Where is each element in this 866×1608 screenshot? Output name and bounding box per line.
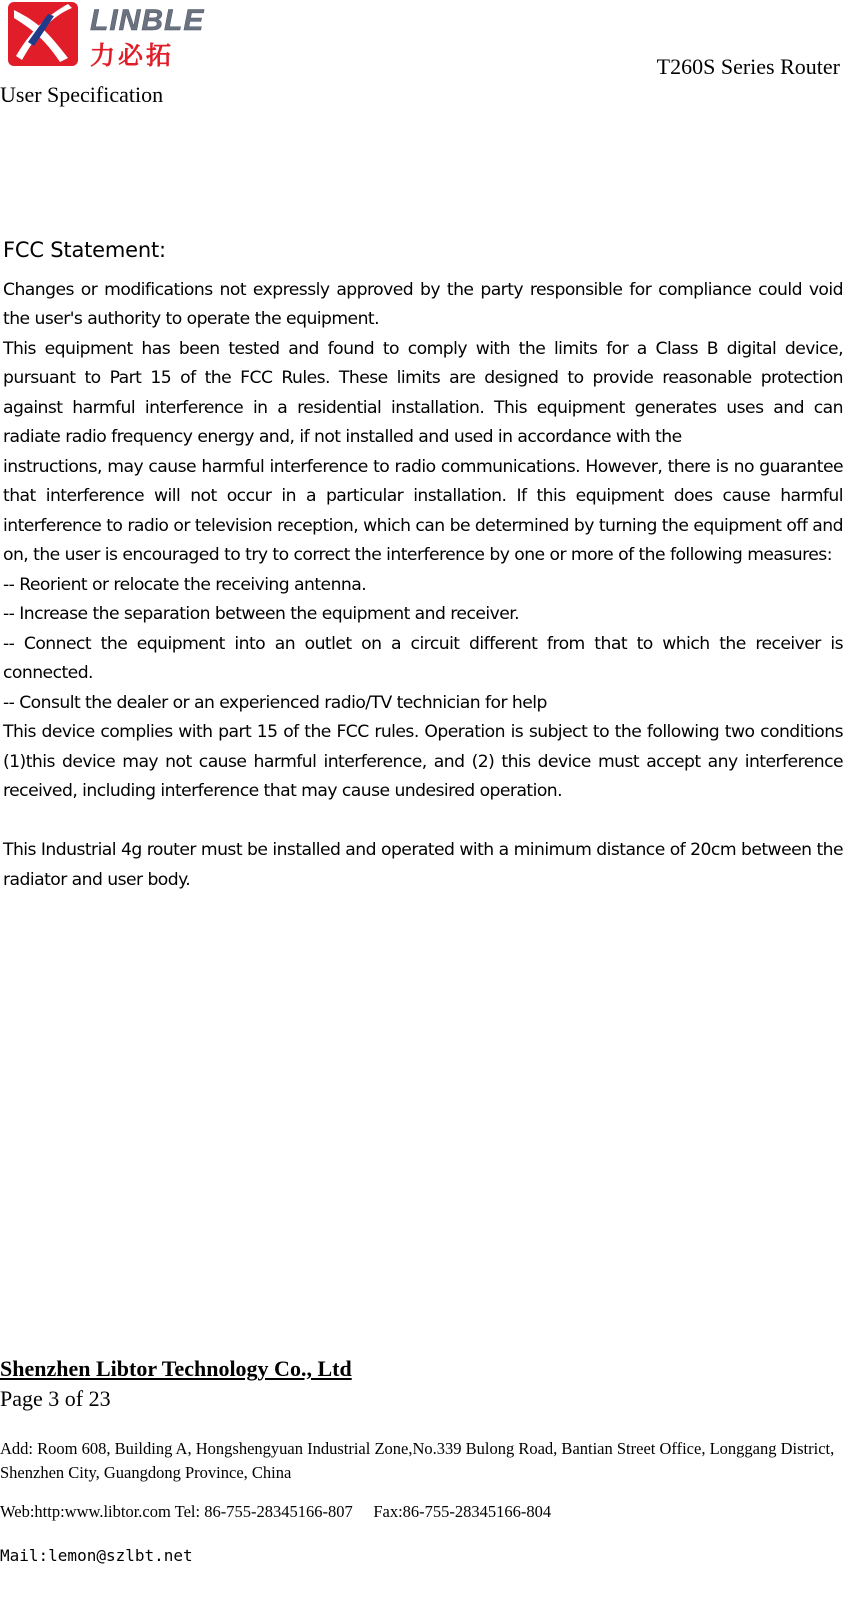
measure-increase: -- Increase the separation between the equipment and receiver.	[3, 604, 520, 624]
measure-reorient: -- Reorient or relocate the receiving antenna.	[3, 574, 367, 595]
logo-brand-text: LINBLE	[90, 4, 205, 37]
logo-mark-icon	[8, 2, 78, 66]
paragraph-instructions: instructions, may cause harmful interference to radio communications. However, there is no guarantee that interference will not occur in a particular installation. If this equipment does cause harmful interference to radio or television reception, which can be determined by turning the equipment off and on, the user is encouraged to try to correct the interference by one or more of the following measures:	[3, 456, 843, 565]
spacer	[3, 807, 843, 837]
document-type: User Specification	[0, 82, 164, 107]
paragraph-changes: Changes or modifications not expressly approved by the party responsible for compliance could void the user's authority to operate the equipment.	[3, 279, 843, 329]
measure-consult: -- Consult the dealer or an experienced radio/TV technician for help	[3, 692, 547, 713]
logo-chinese-text: 力必拓	[90, 41, 175, 70]
contact-web-tel-fax: Web:http:www.libtor.com Tel: 86-755-28345166-807 Fax:86-755-28345166-804	[0, 1502, 552, 1521]
product-title: T260S Series Router	[656, 54, 840, 79]
company-logo	[8, 0, 218, 70]
page-number: Page 3 of 23	[0, 1386, 111, 1411]
paragraph-part15: This device complies with part 15 of the FCC rules. Operation is subject to the following two conditions (1)this device may not cause harmful interference, and (2) this device must accept any interference received, including interference that may cause undesired operation.	[3, 722, 843, 801]
contact-mail: Mail:lemon@szlbt.net	[0, 1546, 193, 1565]
paragraph-class-b: This equipment has been tested and found to comply with the limits for a Class B digital device, pursuant to Part 15 of the FCC Rules. These limits are designed to provide reasonable protection against harmful interference in a residential installation. This equipment generates uses and can radiate radio frequency energy and, if not installed and used in accordance with the	[3, 338, 843, 447]
measure-connect: -- Connect the equipment into an outlet on a circuit different from that to which the receiver is connected.	[3, 633, 843, 683]
paragraph-rf-exposure: This Industrial 4g router must be installed and operated with a minimum distance of 20cm between the radiator and user body.	[3, 840, 843, 890]
section-heading: FCC Statement:	[3, 238, 166, 262]
fcc-statement	[3, 236, 843, 895]
company-address: Add: Room 608, Building A, Hongshengyuan Industrial Zone,No.339 Bulong Road, Bantian Street Office, Longgang District, Shenzhen City, Guangdong Province, China	[0, 1439, 835, 1482]
company-name: Shenzhen Libtor Technology Co., Ltd	[0, 1356, 352, 1381]
